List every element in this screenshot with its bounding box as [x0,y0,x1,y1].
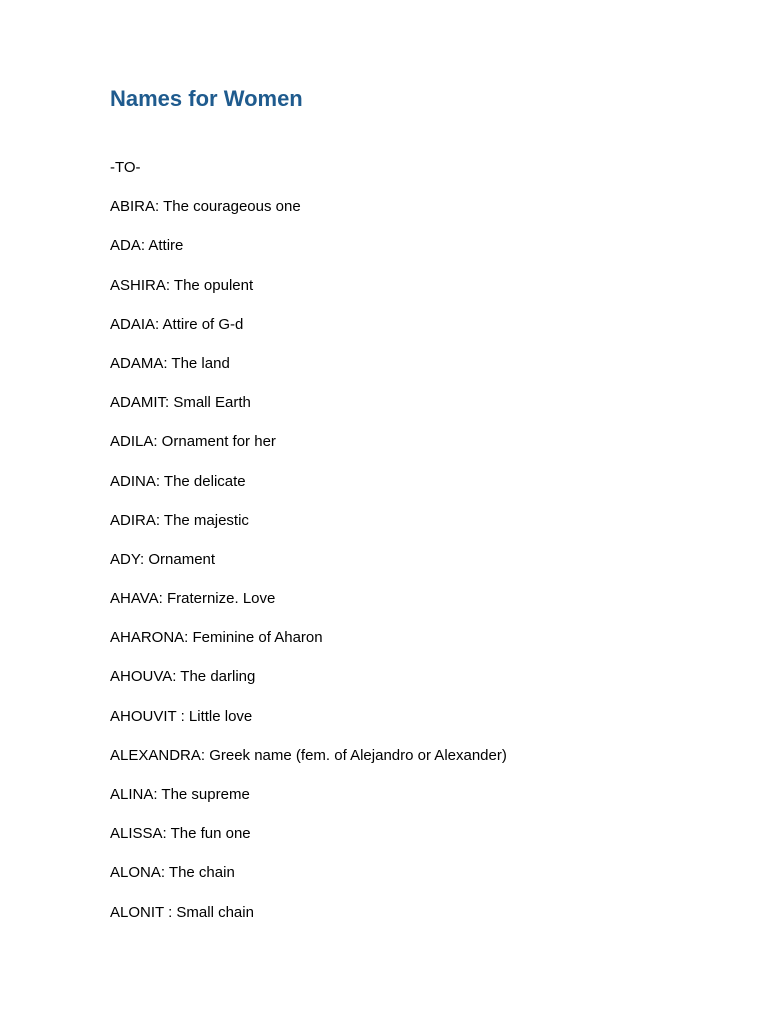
list-item: AHOUVIT : Little love [110,707,253,725]
list-item: ADAIA: Attire of G-d [110,315,244,333]
list-item: ADAMIT: Small Earth [110,394,251,412]
list-item: AHARONA: Feminine of Aharon [110,629,323,647]
list-item: ADAMA: The land [110,354,230,372]
list-item: ABIRA: The courageous one [110,198,301,216]
list-item: ASHIRA: The opulent [110,276,254,294]
list-item: -TO- [110,159,141,176]
list-item: ALONIT : Small chain [110,903,254,921]
list-item: ADA: Attire [110,237,184,255]
list-item: ADIRA: The majestic [110,511,249,529]
list-item: AHOUVA: The darling [110,668,256,686]
list-item: ADINA: The delicate [110,472,246,490]
list-item: ADY: Ornament [110,550,216,568]
list-item: ALISSA: The fun one [110,825,251,843]
document-title: Names for Women [110,86,303,111]
list-item: ALINA: The supreme [110,786,250,803]
list-item: AHAVA: Fraternize. Love [110,590,276,608]
list-item: ADILA: Ornament for her [110,433,276,451]
list-item: ALONA: The chain [110,864,235,882]
list-item: ALEXANDRA: Greek name (fem. of Alejandro or Alexander) [110,746,507,764]
names-list [110,158,507,942]
